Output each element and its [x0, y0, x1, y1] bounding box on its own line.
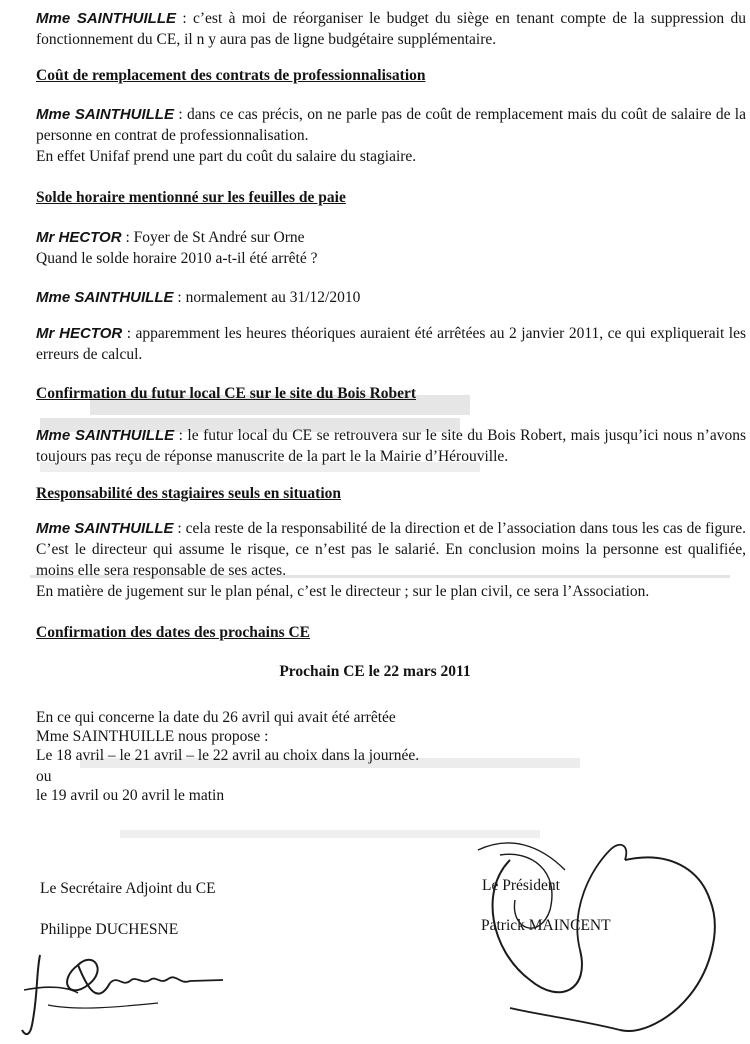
next-ce-line: ou	[36, 768, 52, 785]
secretary-role: Le Secrétaire Adjoint du CE	[40, 880, 216, 897]
paragraph-stagiaires-line2: En matière de jugement sur le plan pénal, c’est le directeur ; sur le plan civil, ce sera l’Association.	[36, 583, 650, 600]
speaker-name: Mr HECTOR	[36, 229, 122, 246]
paragraph-hector1-line2: Quand le solde horaire 2010 a-t-il été arrêté ?	[36, 250, 318, 267]
heading-local: Confirmation du futur local CE sur le site du Bois Robert	[36, 385, 417, 402]
heading-dates: Confirmation des dates des prochains CE	[36, 624, 311, 641]
paragraph-cout	[36, 104, 746, 146]
paragraph-budget	[36, 8, 746, 50]
next-ce-line: le 19 avril ou 20 avril le matin	[36, 787, 225, 804]
president-signature	[470, 830, 730, 1040]
speaker-name: Mme SAINTHUILLE	[36, 106, 174, 123]
paragraph-hector2	[36, 323, 746, 365]
president-name: Patrick MAINCENT	[481, 917, 611, 934]
heading-solde: Solde horaire mentionné sur les feuilles de paie	[36, 189, 346, 206]
speaker-name: Mr HECTOR	[36, 325, 123, 342]
next-ce-title: Prochain CE le 22 mars 2011	[279, 663, 471, 680]
paragraph-local	[36, 425, 746, 467]
next-ce-line: Le 18 avril – le 21 avril – le 22 avril au choix dans la journée.	[36, 747, 420, 764]
heading-stagiaires: Responsabilité des stagiaires seuls en situation	[36, 485, 342, 502]
speaker-name: Mme SAINTHUILLE	[36, 10, 176, 27]
paragraph-text: : le futur local du CE se retrouvera sur le site du Bois Robert, mais jusqu’ici nous n’avons toujours pas reçu de réponse manuscrite de la part le la Mairie d’Hérouville.	[36, 427, 746, 465]
paragraph-text: : Foyer de St André sur Orne	[121, 229, 305, 246]
heading-cout: Coût de remplacement des contrats de professionnalisation	[36, 67, 426, 84]
paragraph-hector1	[36, 227, 746, 248]
secretary-name: Philippe DUCHESNE	[40, 921, 179, 938]
next-ce-line: Mme SAINTHUILLE nous propose :	[36, 728, 269, 745]
paragraph-cout-line2: En effet Unifaf prend une part du coût du salaire du stagiaire.	[36, 148, 417, 165]
speaker-name: Mme SAINTHUILLE	[36, 427, 175, 444]
speaker-name: Mme SAINTHUILLE	[36, 289, 174, 306]
bleed-through-bar	[120, 830, 540, 838]
speaker-name: Mme SAINTHUILLE	[36, 520, 174, 537]
paragraph-sainthuille-solde	[36, 287, 746, 308]
paragraph-stagiaires	[36, 518, 746, 581]
paragraph-text: : dans ce cas précis, on ne parle pas de coût de remplacement mais du coût de salaire de la personne en contrat de professionnalisation.	[36, 106, 746, 144]
next-ce-line: En ce qui concerne la date du 26 avril qui avait été arrêtée	[36, 709, 396, 726]
president-role: Le Président	[482, 877, 560, 894]
paragraph-text: : apparemment les heures théoriques auraient été arrêtées au 2 janvier 2011, ce qui expliquerait les erreurs de calcul.	[36, 325, 746, 363]
paragraph-text: : c’est à moi de réorganiser le budget du siège en tenant compte de la suppression du fonctionnement du CE, il n y aura pas de ligne budgétaire supplémentaire.	[36, 10, 746, 48]
secretary-signature	[18, 945, 248, 1040]
paragraph-text: : cela reste de la responsabilité de la direction et de l’association dans tous les cas de figure. C’est le directeur qui assume le risque, ce n’est pas le salarié. En conclusion moins la personne est qualifiée, moins elle sera responsable de ses actes.	[36, 520, 746, 579]
paragraph-text: : normalement au 31/12/2010	[173, 289, 361, 306]
